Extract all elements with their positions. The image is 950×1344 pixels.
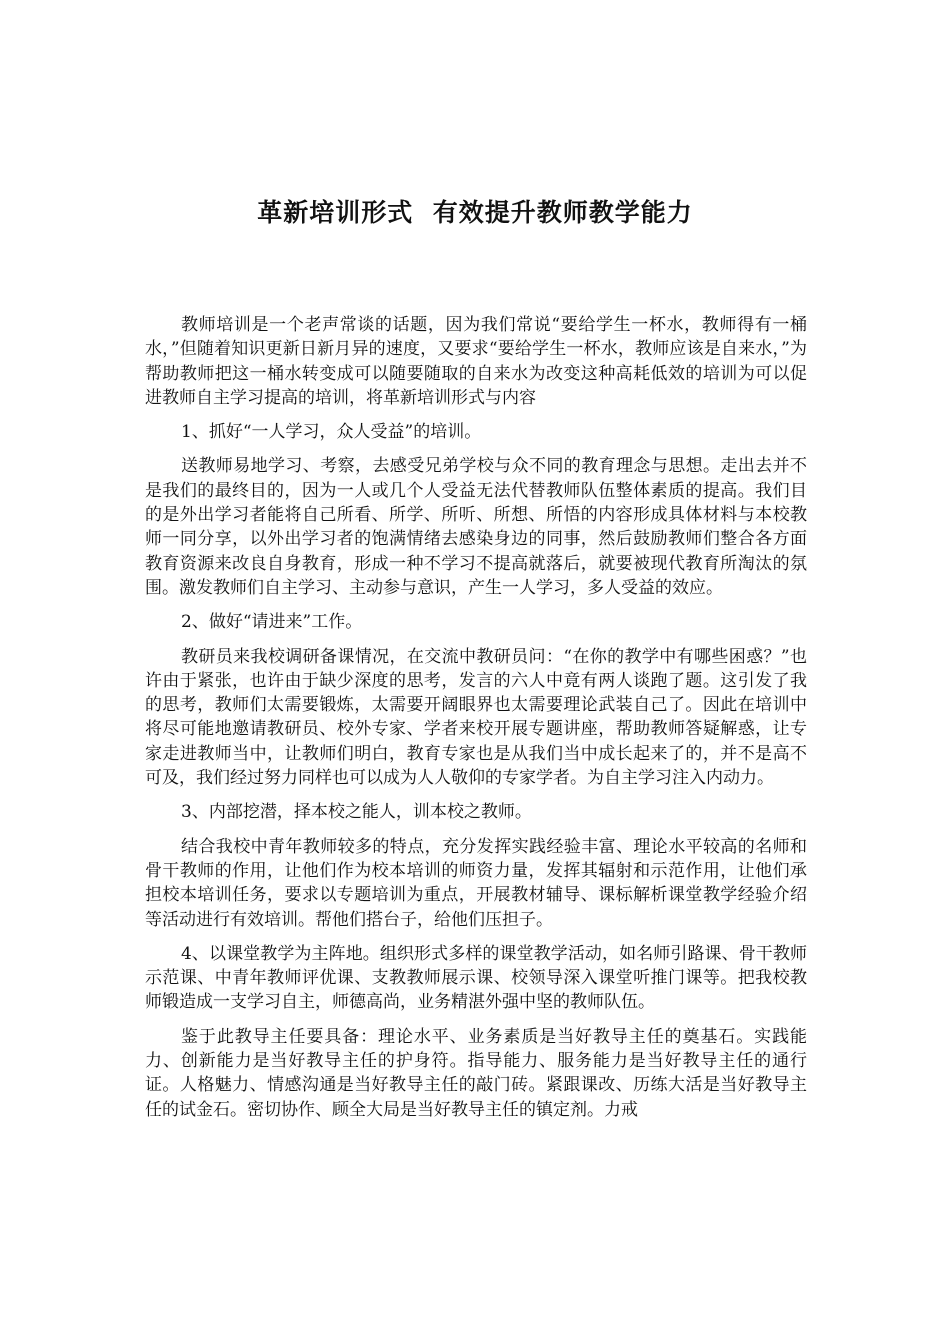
section-heading-3: 3、内部挖潜，择本校之能人，训本校之教师。 bbox=[181, 802, 532, 823]
paragraph-section-3: 结合我校中青年教师较多的特点，充分发挥实践经验丰富、理论水平较高的名师和骨干教师的作用，让他们作为校本培训的师资力量，发挥其辐射和示范作用，让他们承担校本培训任务，要求以专题培训为重点，开展教材辅导、课标解析课堂教学经验介绍等活动进行有效培训。帮他们搭台子，给他们压担子。 bbox=[145, 836, 807, 930]
paragraph-conclusion: 鉴于此教导主任要具备：理论水平、业务素质是当好教导主任的奠基石。实践能力、创新能力是当好教导主任的护身符。指导能力、服务能力是当好教导主任的通行证。人格魅力、情感沟通是当好教导主任的敲门砖。紧跟课改、历练大活是当好教导主任的试金石。密切协作、顾全大局是当好教导主任的镇定剂。力戒 bbox=[145, 1026, 807, 1120]
document-title: 革新培训形式 有效提升教师教学能力 bbox=[257, 198, 693, 227]
section-heading-2: 2、做好“请进来”工作。 bbox=[181, 612, 363, 633]
paragraph-section-4: 4、以课堂教学为主阵地。组织形式多样的课堂教学活动，如名师引路课、骨干教师示范课、中青年教师评优课、支教教师展示课、校领导深入课堂听推门课等。把我校教师锻造成一支学习自主，师德高尚，业务精湛外强中坚的教师队伍。 bbox=[145, 943, 807, 1013]
paragraph-intro: 教师培训是一个老声常谈的话题，因为我们常说“要给学生一杯水，教师得有一桶水，”但随着知识更新日新月异的速度，又要求“要给学生一杯水，教师应该是自来水，”为帮助教师把这一桶水转变成可以随要随取的自来水为改变这种高耗低效的培训为可以促进教师自主学习提高的培训，将革新培训形式与内容 bbox=[145, 315, 807, 408]
paragraph-section-1: 送教师易地学习、考察，去感受兄弟学校与众不同的教育理念与思想。走出去并不是我们的最终目的，因为一人或几个人受益无法代替教师队伍整体素质的提高。我们目的是外出学习者能将自己所看、所学、所听、所想、所悟的内容形成具体材料与本校教师一同分享，以外出学习者的饱满情绪去感染身边的同事，然后鼓励教师们整合各方面教育资源来改良自身教育，形成一种不学习不提高就落后，就要被现代教育所淘汰的氛围。激发教师们自主学习、主动参与意识，产生一人学习，多人受益的效应。 bbox=[145, 456, 807, 598]
document-body bbox=[145, 313, 807, 1132]
section-heading-1: 1、抓好“一人学习，众人受益”的培训。 bbox=[181, 422, 482, 443]
paragraph-section-2: 教研员来我校调研备课情况，在交流中教研员问：“在你的教学中有哪些困惑？”也许由于紧张，也许由于缺少深度的思考，发言的六人中竟有两人谈跑了题。这引发了我的思考，教师们太需要锻炼，太需要开阔眼界也太需要理论武装自己了。因此在培训中将尽可能地邀请教研员、校外专家、学者来校开展专题讲座，帮助教师答疑解惑，让专家走进教师当中，让教师们明白，教育专家也是从我们当中成长起来了的，并不是高不可及，我们经过努力同样也可以成为人人敬仰的专家学者。为自主学习注入内动力。 bbox=[145, 646, 807, 789]
